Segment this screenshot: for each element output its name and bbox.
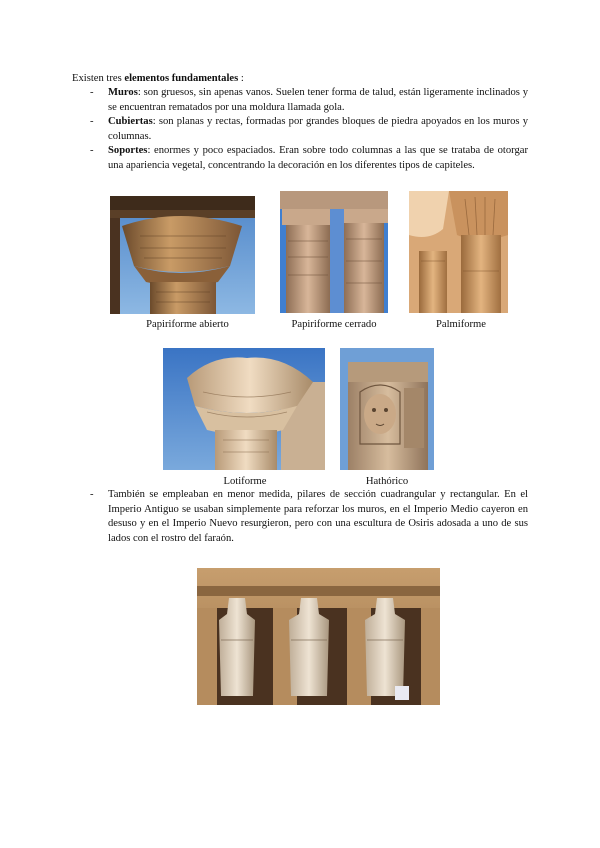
list-dash: - bbox=[90, 145, 94, 157]
list-item-text: : son planas y rectas, formadas por grandes bloques de piedra apoyados en los muros y columnas. bbox=[108, 116, 528, 142]
pillars-paragraph bbox=[72, 488, 528, 546]
caption-palmiforme: Palmiforme bbox=[435, 319, 486, 330]
list-item bbox=[72, 144, 528, 173]
photo-palmiforme bbox=[409, 191, 508, 313]
list-item bbox=[72, 488, 528, 546]
caption-lotiforme: Lotiforme bbox=[223, 476, 267, 487]
intro-prefix: Existen tres bbox=[72, 73, 125, 84]
list-dash: - bbox=[90, 87, 94, 98]
list-dash: - bbox=[90, 116, 94, 128]
intro-bold-term: elementos fundamentales bbox=[124, 73, 239, 84]
intro-suffix: : bbox=[238, 73, 244, 84]
caption-papiriforme-abierto: Papiriforme abierto bbox=[146, 319, 229, 330]
elements-list bbox=[72, 86, 528, 174]
list-item bbox=[72, 86, 528, 115]
photo-hathorico bbox=[340, 348, 434, 470]
list-item-text: : enormes y poco espaciados. Eran sobre todo columnas a las que se trataba de otorgar una apariencia vegetal, concentrando la decoración en los diferentes tipos de capiteles. bbox=[108, 145, 528, 171]
photo-osiris-pillars bbox=[197, 568, 440, 705]
caption-hathorico: Hathórico bbox=[365, 476, 409, 487]
photo-lotiforme bbox=[163, 348, 325, 470]
caption-papiriforme-cerrado: Papiriforme cerrado bbox=[291, 319, 377, 330]
list-item-text: : son gruesos, sin apenas vanos. Suelen tener forma de talud, están ligeramente inclinados y se encuentran rematados por una moldura llamada gola. bbox=[108, 87, 528, 113]
intro-line bbox=[72, 72, 528, 86]
list-item-term: Soportes bbox=[108, 145, 148, 157]
list-item-term: Muros bbox=[108, 87, 138, 98]
photo-papiriforme-abierto bbox=[110, 196, 255, 314]
list-item-text: También se empleaban en menor medida, pilares de sección cuadrangular y rectangular. En el Imperio Antiguo se usaban simplemente para reforzar los muros, en el Imperio Medio cayeron en desuso y en el Imperio Nuevo resurgieron, pero con una escultura de Osiris adosada a uno de sus lados con el rostro del faraón. bbox=[108, 489, 528, 544]
photo-papiriforme-cerrado bbox=[280, 191, 388, 313]
list-item-term: Cubiertas bbox=[108, 116, 153, 128]
list-item bbox=[72, 115, 528, 144]
list-dash: - bbox=[90, 489, 94, 500]
